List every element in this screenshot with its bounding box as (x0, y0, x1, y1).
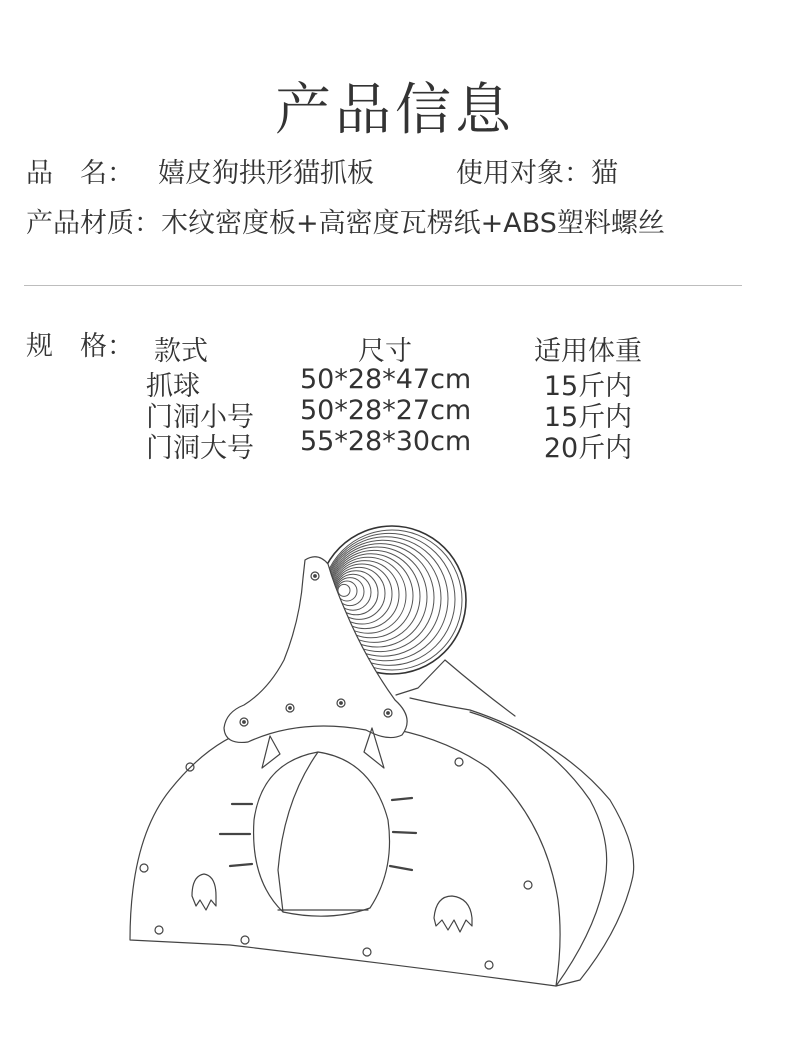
spec-style: 抓球 (146, 371, 200, 402)
target-user-label: 使用对象： (456, 158, 591, 189)
spec-header-weight: 适用体重 (534, 336, 642, 367)
spec-label: 规 格： (26, 331, 134, 362)
target-user-value: 猫 (591, 158, 618, 189)
spec-size: 55*28*30cm (300, 426, 472, 457)
spec-header-size: 尺寸 (358, 336, 412, 367)
spec-weight: 15斤内 (543, 371, 633, 402)
cat-scratcher-illustration (120, 505, 660, 1005)
spec-weight: 20斤内 (543, 433, 633, 464)
spec-size: 50*28*27cm (300, 395, 472, 426)
target-user-field (456, 156, 618, 192)
material-label: 产品材质： (26, 208, 161, 239)
spec-header-style: 款式 (154, 336, 208, 367)
section-divider (24, 285, 742, 286)
product-name-value: 嬉皮狗拱形猫抓板 (158, 158, 374, 189)
material-value: 木纹密度板+高密度瓦楞纸+ABS塑料螺丝 (161, 208, 665, 239)
spec-size: 50*28*47cm (300, 364, 472, 395)
product-name-label: 品 名： (26, 158, 134, 189)
material-row (26, 206, 665, 242)
spec-style: 门洞大号 (146, 433, 254, 464)
spec-weight: 15斤内 (543, 402, 633, 433)
product-name-row (26, 156, 618, 192)
page-title: 产品信息 (275, 78, 515, 143)
spec-style: 门洞小号 (146, 402, 254, 433)
